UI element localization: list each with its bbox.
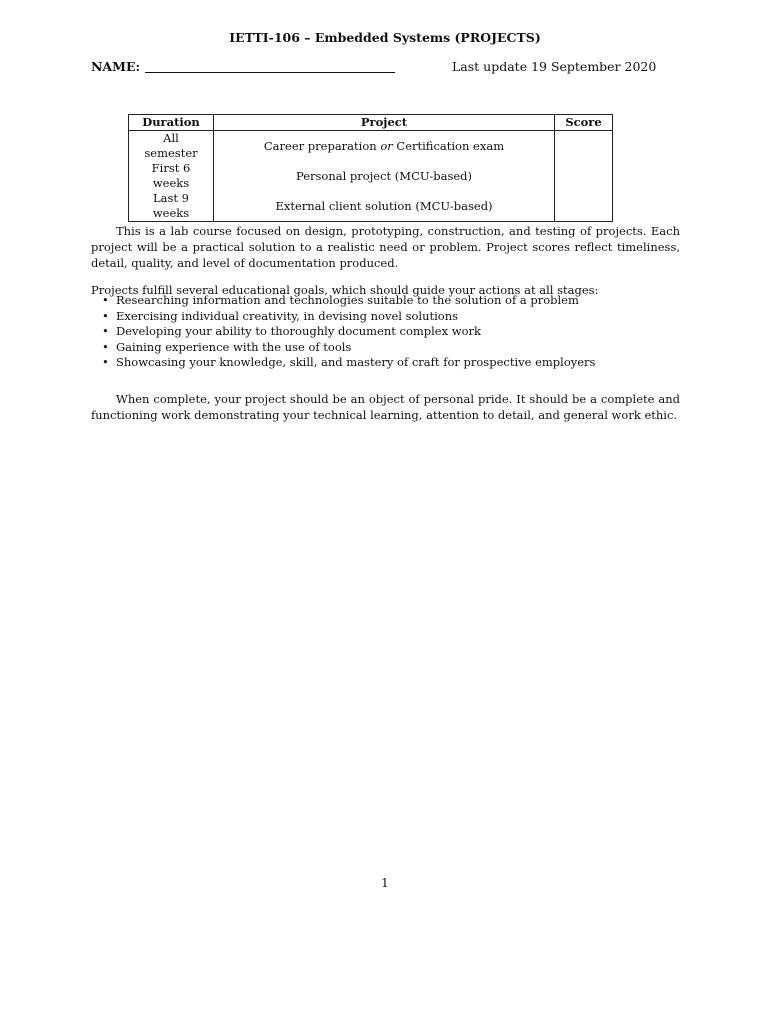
list-item	[91, 324, 595, 340]
intro-paragraph: This is a lab course focused on design, prototyping, construction, and testing of projects. Each project will be a practical solution to a realistic need or problem. Project scores reflect timeliness, detail, quality, and level of documentation produced.	[91, 223, 680, 270]
table-row	[129, 131, 613, 162]
project-table	[128, 114, 613, 222]
bullet-icon: •	[102, 293, 109, 307]
name-blank-line	[145, 72, 395, 73]
goals-list	[91, 293, 595, 371]
project-cell: External client solution (MCU-based)	[214, 191, 555, 222]
project-emphasis: or	[380, 138, 393, 153]
score-cell[interactable]	[555, 161, 613, 191]
column-header-duration: Duration	[129, 115, 214, 131]
goal-text: Showcasing your knowledge, skill, and mastery of craft for prospective employers	[116, 355, 596, 370]
name-label: NAME:	[91, 59, 141, 74]
goal-text: Developing your ability to thoroughly document complex work	[116, 324, 481, 339]
list-item	[91, 355, 595, 371]
bullet-icon: •	[102, 308, 109, 323]
table-header-row	[129, 115, 613, 131]
duration-cell: Last 9 weeks	[129, 191, 214, 222]
project-text: Certification exam	[392, 138, 505, 153]
duration-cell: All semester	[129, 131, 214, 162]
project-cell	[214, 131, 555, 162]
table-row	[129, 161, 613, 191]
last-update-date: Last update 19 September 2020	[452, 59, 657, 74]
duration-cell: First 6 weeks	[129, 161, 214, 191]
project-cell: Personal project (MCU-based)	[214, 161, 555, 191]
page-title: IETTI-106 – Embedded Systems (PROJECTS)	[229, 30, 541, 45]
project-text: Career preparation	[263, 138, 381, 153]
score-cell[interactable]	[555, 131, 613, 162]
bullet-icon: •	[102, 324, 109, 339]
column-header-score: Score	[555, 115, 613, 131]
list-item	[91, 293, 595, 309]
list-item	[91, 340, 595, 356]
score-cell[interactable]	[555, 191, 613, 222]
goal-text: Exercising individual creativity, in devising novel solutions	[116, 308, 459, 323]
bullet-icon: •	[102, 339, 109, 354]
table-row	[129, 191, 613, 222]
column-header-project: Project	[214, 115, 555, 131]
goal-text: Gaining experience with the use of tools	[116, 339, 352, 354]
page-number: 1	[381, 876, 389, 890]
bullet-icon: •	[102, 355, 109, 370]
list-item	[91, 309, 595, 325]
closing-paragraph: When complete, your project should be an object of personal pride. It should be a complete and functioning work demonstrating your technical learning, attention to detail, and general work ethic.	[91, 391, 680, 422]
goals-lead-paragraph: Projects fulfill several educational goals, which should guide your actions at all stages:	[91, 282, 599, 297]
goal-text: Researching information and technologies suitable to the solution of a problem	[116, 293, 579, 307]
